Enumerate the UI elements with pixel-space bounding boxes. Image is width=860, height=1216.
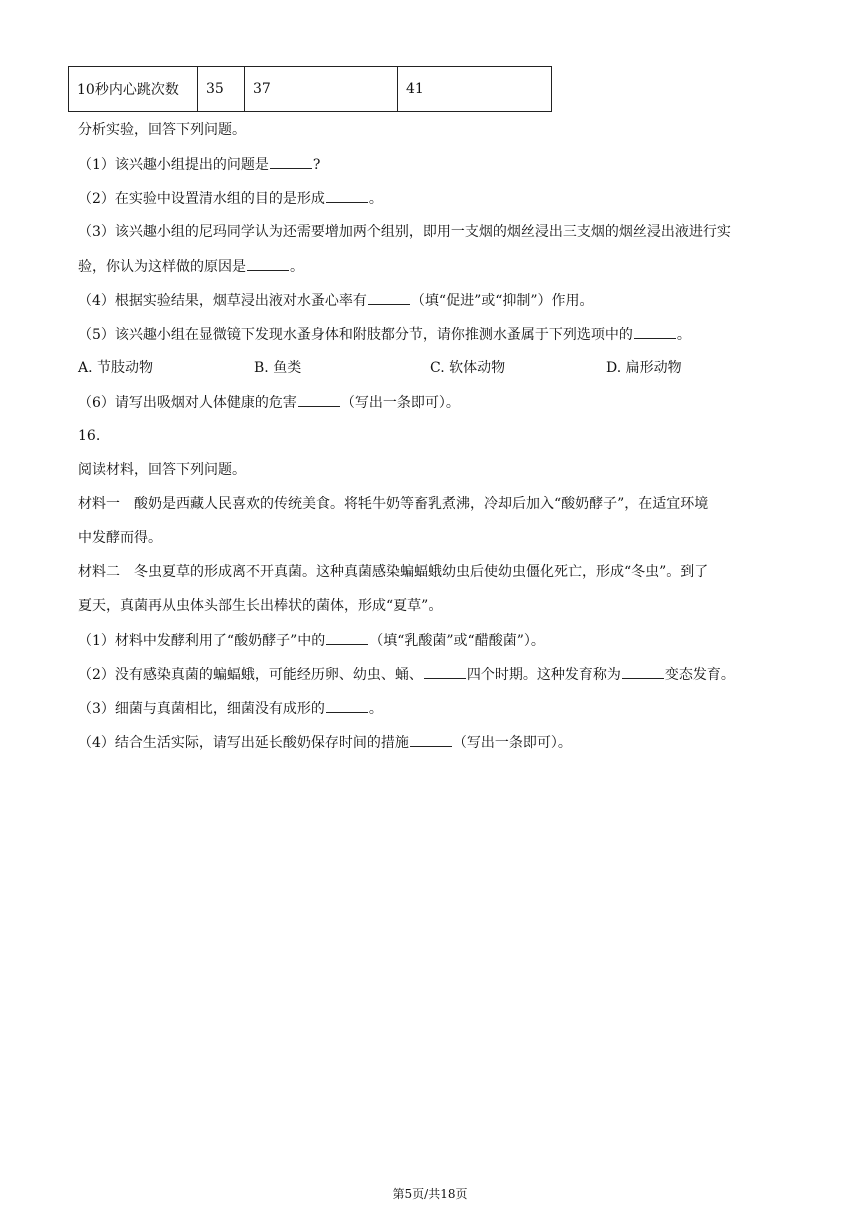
q16-question-4: （4）结合生活实际，请写出延长酸奶保存时间的措施 （写出一条即可）。: [78, 732, 572, 753]
heart-rate-table: [68, 66, 552, 112]
table-cell: 35: [198, 67, 245, 112]
option-a[interactable]: A. 节肢动物: [78, 360, 154, 376]
option-b[interactable]: B. 鱼类: [254, 360, 302, 376]
q15-question-6: （6）请写出吸烟对人体健康的危害 （写出一条即可）。: [78, 392, 460, 413]
answer-blank[interactable]: [298, 392, 340, 407]
page-footer: 第5页/共18页: [392, 1187, 468, 1201]
table-cell: 41: [398, 67, 552, 112]
answer-blank[interactable]: [368, 290, 410, 305]
answer-blank[interactable]: [326, 630, 368, 645]
table-row-label: 10秒内心跳次数: [69, 67, 198, 112]
answer-blank[interactable]: [622, 664, 664, 679]
option-d[interactable]: D. 扁形动物: [606, 360, 682, 376]
table-cell: 37: [245, 67, 398, 112]
q15-intro: 分析实验，回答下列问题。: [78, 122, 246, 138]
table-row: [69, 67, 552, 112]
material-1-line-2: 中发酵而得。: [78, 530, 162, 546]
q16-intro: 阅读材料，回答下列问题。: [78, 462, 246, 478]
answer-blank[interactable]: [326, 698, 368, 713]
answer-blank[interactable]: [247, 256, 289, 271]
answer-blank[interactable]: [270, 154, 312, 169]
q16-question-2: （2）没有感染真菌的蝙蝠蛾，可能经历卵、幼虫、蛹、 四个时期。这种发育称为 变态发育。: [78, 664, 735, 685]
q15-question-1: （1）该兴趣小组提出的问题是 ?: [78, 154, 320, 175]
material-1-line-1: 材料一 酸奶是西藏人民喜欢的传统美食。将牦牛奶等畜乳煮沸，冷却后加入“酸奶酵子”，在适宜环境: [78, 496, 709, 512]
q16-question-3: （3）细菌与真菌相比，细菌没有成形的 。: [78, 698, 383, 719]
q16-question-1: （1）材料中发酵利用了“酸奶酵子”中的 （填“乳酸菌”或“醋酸菌”）。: [78, 630, 545, 651]
material-2-line-2: 夏天，真菌再从虫体头部生长出棒状的菌体，形成“夏草”。: [78, 598, 443, 614]
q15-question-5: （5）该兴趣小组在显微镜下发现水蚤身体和附肢都分节，请你推测水蚤属于下列选项中的 。: [78, 324, 691, 345]
q15-question-4: （4）根据实验结果，烟草浸出液对水蚤心率有 （填“促进”或“抑制”）作用。: [78, 290, 594, 311]
answer-blank[interactable]: [634, 324, 676, 339]
question-number: 16.: [78, 428, 101, 444]
answer-blank[interactable]: [326, 188, 368, 203]
option-c[interactable]: C. 软体动物: [430, 360, 506, 376]
q15-question-3-line-2: 验，你认为这样做的原因是 。: [78, 256, 304, 277]
answer-blank[interactable]: [424, 664, 466, 679]
q15-question-3-line-1: （3）该兴趣小组的尼玛同学认为还需要增加两个组别，即用一支烟的烟丝浸出三支烟的烟丝浸出液进行实: [78, 224, 731, 240]
answer-blank[interactable]: [410, 732, 452, 747]
material-2-line-1: 材料二 冬虫夏草的形成离不开真菌。这种真菌感染蝙蝠蛾幼虫后使幼虫僵化死亡，形成“冬虫”。到了: [78, 564, 709, 580]
q15-question-2: （2）在实验中设置清水组的目的是形成 。: [78, 188, 383, 209]
